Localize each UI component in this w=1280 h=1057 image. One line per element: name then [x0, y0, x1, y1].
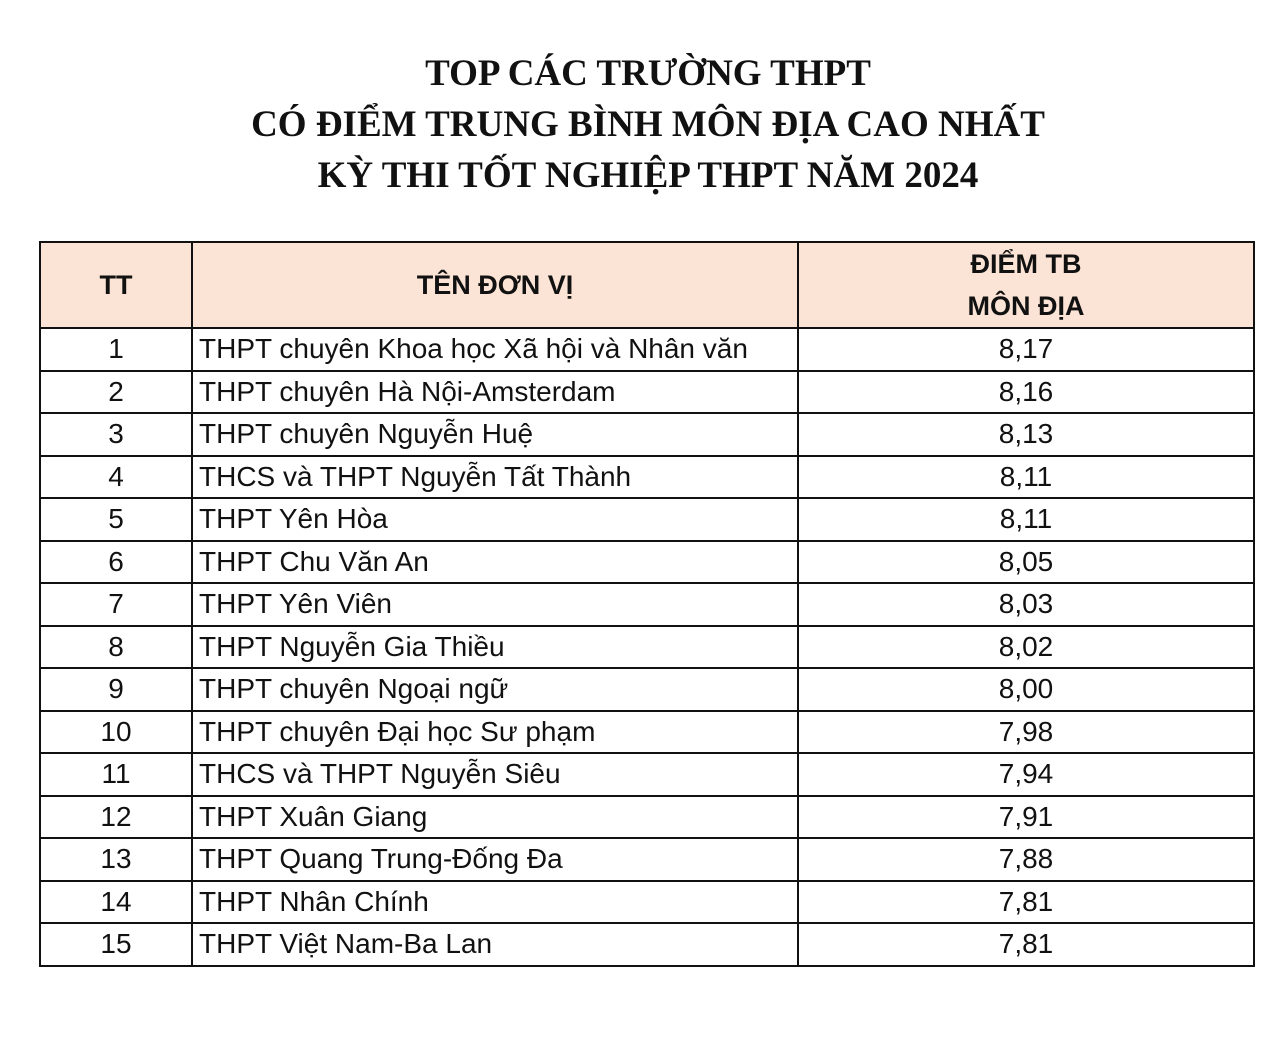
cell-tt: 13 [40, 838, 192, 881]
cell-tt: 4 [40, 456, 192, 499]
table-row [40, 371, 1254, 414]
cell-tt: 8 [40, 626, 192, 669]
cell-score: 7,91 [798, 796, 1254, 839]
cell-tt: 12 [40, 796, 192, 839]
cell-score: 7,81 [798, 923, 1254, 966]
cell-tt: 15 [40, 923, 192, 966]
table-row [40, 498, 1254, 541]
document-title [0, 48, 1280, 201]
table-row [40, 838, 1254, 881]
table-row [40, 711, 1254, 754]
cell-name: THPT Xuân Giang [192, 796, 798, 839]
table-row [40, 668, 1254, 711]
header-score-line-2: MÔN ĐỊA [967, 291, 1085, 321]
cell-tt: 6 [40, 541, 192, 584]
header-score-line-1: ĐIỂM TB [970, 249, 1082, 279]
table-row [40, 456, 1254, 499]
cell-tt: 1 [40, 328, 192, 371]
cell-name: THPT chuyên Ngoại ngữ [192, 668, 798, 711]
cell-name: THCS và THPT Nguyễn Siêu [192, 753, 798, 796]
cell-name: THCS và THPT Nguyễn Tất Thành [192, 456, 798, 499]
cell-score: 8,11 [798, 498, 1254, 541]
table-row [40, 923, 1254, 966]
cell-score: 7,94 [798, 753, 1254, 796]
header-name: TÊN ĐƠN VỊ [192, 242, 798, 328]
cell-score: 8,17 [798, 328, 1254, 371]
table-row [40, 753, 1254, 796]
title-line-1: TOP CÁC TRƯỜNG THPT [425, 53, 871, 94]
cell-tt: 3 [40, 413, 192, 456]
cell-score: 7,98 [798, 711, 1254, 754]
cell-name: THPT Yên Hòa [192, 498, 798, 541]
title-line-2: CÓ ĐIỂM TRUNG BÌNH MÔN ĐỊA CAO NHẤT [251, 104, 1045, 145]
title-line-3: KỲ THI TỐT NGHIỆP THPT NĂM 2024 [317, 155, 979, 196]
header-tt: TT [40, 242, 192, 328]
cell-score: 7,81 [798, 881, 1254, 924]
cell-name: THPT Việt Nam-Ba Lan [192, 923, 798, 966]
cell-tt: 9 [40, 668, 192, 711]
cell-score: 8,13 [798, 413, 1254, 456]
table-row [40, 583, 1254, 626]
table-header-row [40, 242, 1254, 328]
table-row [40, 413, 1254, 456]
cell-score: 8,05 [798, 541, 1254, 584]
cell-tt: 7 [40, 583, 192, 626]
cell-name: THPT chuyên Đại học Sư phạm [192, 711, 798, 754]
cell-score: 7,88 [798, 838, 1254, 881]
table-row [40, 626, 1254, 669]
cell-name: THPT Yên Viên [192, 583, 798, 626]
cell-tt: 14 [40, 881, 192, 924]
cell-name: THPT Chu Văn An [192, 541, 798, 584]
header-score [798, 242, 1254, 328]
ranking-table [39, 241, 1255, 967]
cell-name: THPT chuyên Hà Nội-Amsterdam [192, 371, 798, 414]
table-row [40, 541, 1254, 584]
cell-score: 8,03 [798, 583, 1254, 626]
cell-score: 8,11 [798, 456, 1254, 499]
cell-tt: 2 [40, 371, 192, 414]
cell-tt: 10 [40, 711, 192, 754]
table-row [40, 796, 1254, 839]
table-row [40, 328, 1254, 371]
cell-name: THPT Nguyễn Gia Thiều [192, 626, 798, 669]
cell-tt: 11 [40, 753, 192, 796]
cell-name: THPT Quang Trung-Đống Đa [192, 838, 798, 881]
cell-name: THPT chuyên Nguyễn Huệ [192, 413, 798, 456]
cell-name: THPT chuyên Khoa học Xã hội và Nhân văn [192, 328, 798, 371]
cell-score: 8,00 [798, 668, 1254, 711]
cell-score: 8,02 [798, 626, 1254, 669]
cell-name: THPT Nhân Chính [192, 881, 798, 924]
cell-tt: 5 [40, 498, 192, 541]
table-row [40, 881, 1254, 924]
cell-score: 8,16 [798, 371, 1254, 414]
